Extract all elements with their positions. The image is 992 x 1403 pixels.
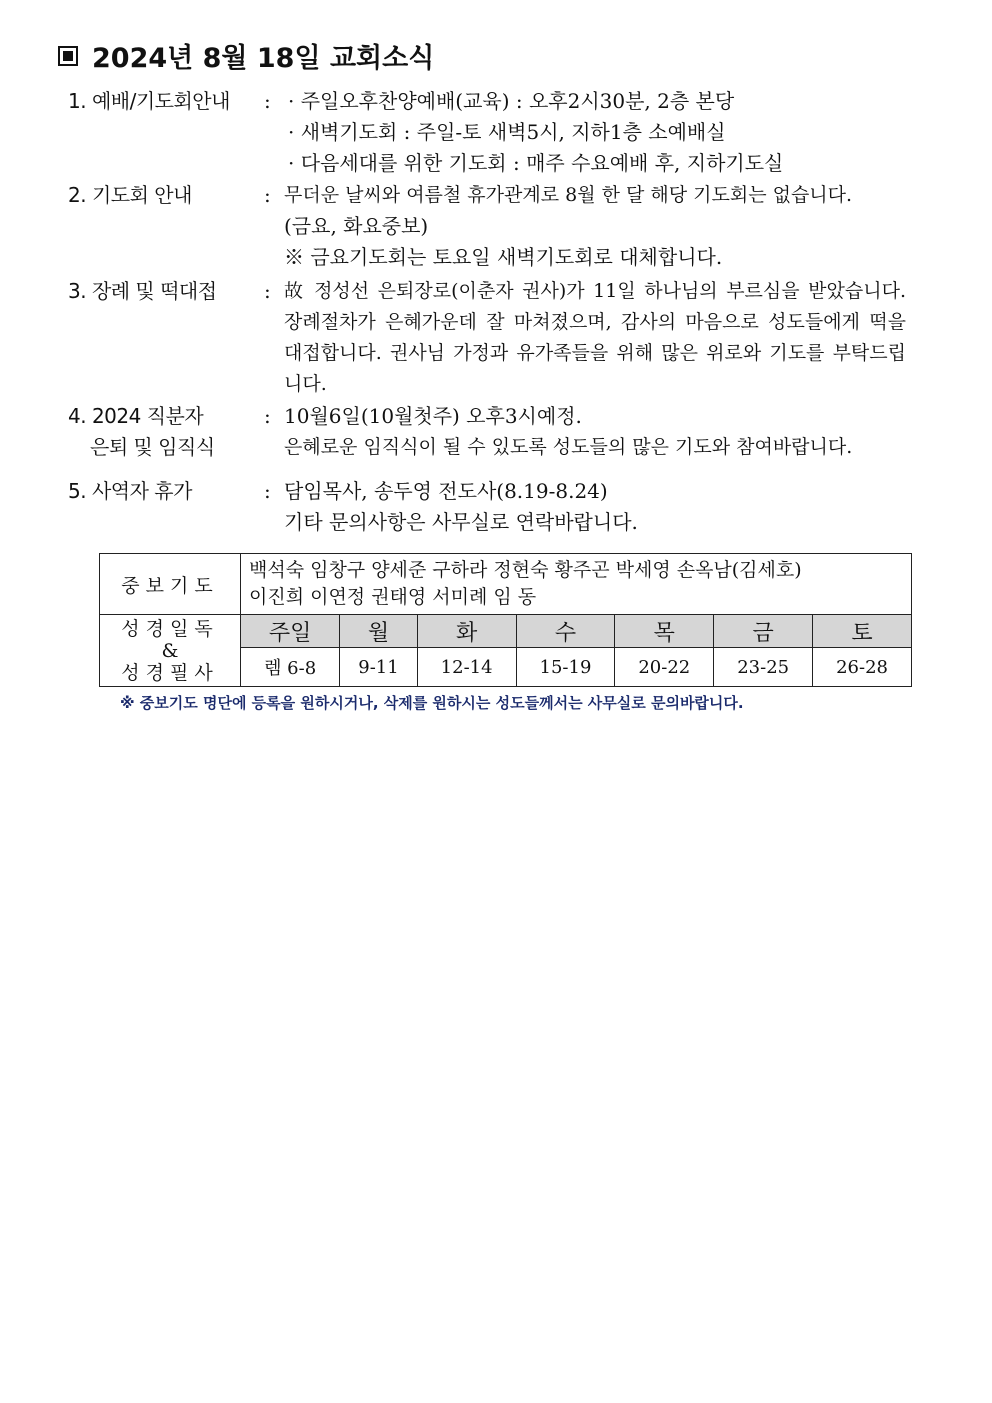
section-line: · 주일오후찬양예배(교육) : 오후2시30분, 2층 본당 bbox=[288, 89, 735, 113]
chapter-cell: 렘 6-8 bbox=[241, 648, 340, 687]
section-staff-vacation bbox=[68, 476, 918, 538]
section-prayer-meeting bbox=[68, 180, 918, 273]
prayer-names-line: 백석숙 임창구 양세준 구하라 정현숙 황주곤 박세영 손옥남(김세호) bbox=[249, 559, 802, 581]
section-line: 10월6일(10월첫주) 오후3시예정. bbox=[284, 404, 582, 428]
day-header: 토 bbox=[813, 615, 912, 648]
chapter-cell: 26-28 bbox=[813, 648, 912, 687]
colon: : bbox=[264, 89, 271, 113]
page-title-text: 2024년 8월 18일 교회소식 bbox=[92, 43, 435, 74]
section-line: 무더운 날씨와 여름철 휴가관계로 8월 한 달 해당 기도회는 없습니다. bbox=[284, 184, 853, 206]
section-heading: 3. 장례 및 떡대접 bbox=[68, 279, 217, 303]
section-line: 담임목사, 송두영 전도사(8.19-8.24) bbox=[284, 479, 608, 503]
day-header: 수 bbox=[516, 615, 615, 648]
day-header: 화 bbox=[417, 615, 516, 648]
day-header: 월 bbox=[340, 615, 417, 648]
table-row bbox=[100, 554, 912, 615]
bible-reading-label bbox=[100, 615, 241, 687]
day-header: 목 bbox=[615, 615, 714, 648]
prayer-label: 중보기도 bbox=[100, 554, 241, 615]
section-line: · 다음세대를 위한 기도회 : 매주 수요예배 후, 지하기도실 bbox=[288, 151, 784, 175]
colon: : bbox=[264, 279, 271, 303]
bible-label-line: 성경일독 bbox=[121, 617, 219, 640]
section-heading bbox=[68, 401, 268, 463]
colon: : bbox=[264, 183, 271, 207]
colon: : bbox=[264, 404, 271, 428]
chapter-cell: 20-22 bbox=[615, 648, 714, 687]
section-text: 故 정성선 은퇴장로(이춘자 권사)가 11일 하나님의 부르심을 받았습니다. 장례절차가 은혜가운데 잘 마쳐졌으며, 감사의 마음으로 성도들에게 떡을 대접합니다. 권사님 가정과 유가족들을 위해 많은 위로와 기도를 부탁드립니다. bbox=[284, 280, 906, 395]
section-funeral bbox=[68, 276, 918, 400]
section-heading: 1. 예배/기도회안내 bbox=[68, 89, 230, 113]
section-ordination bbox=[68, 401, 918, 463]
section-line: 은혜로운 임직식이 될 수 있도록 성도들의 많은 기도와 참여바랍니다. bbox=[284, 436, 853, 458]
chapter-cell: 15-19 bbox=[516, 648, 615, 687]
prayer-names bbox=[241, 554, 912, 615]
bible-label-amp: & bbox=[161, 639, 179, 662]
day-header: 금 bbox=[714, 615, 813, 648]
chapter-cell: 9-11 bbox=[340, 648, 417, 687]
chapter-cell: 23-25 bbox=[714, 648, 813, 687]
section-line: 기타 문의사항은 사무실로 연락바랍니다. bbox=[284, 510, 638, 534]
colon: : bbox=[264, 479, 271, 503]
page-title bbox=[58, 36, 434, 75]
chapter-cell: 12-14 bbox=[417, 648, 516, 687]
footer-note: ※ 중보기도 명단에 등록을 원하시거나, 삭제를 원하시는 성도들께서는 사무실로 문의바랍니다. bbox=[120, 694, 744, 712]
section-line: (금요, 화요중보) bbox=[284, 214, 429, 238]
section-heading: 5. 사역자 휴가 bbox=[68, 479, 192, 503]
section-heading-line: 은퇴 및 임직식 bbox=[90, 435, 215, 459]
prayer-and-bible-table bbox=[99, 553, 912, 687]
square-bullet-icon bbox=[58, 46, 78, 66]
bible-label-line: 성경필사 bbox=[121, 661, 219, 684]
day-header: 주일 bbox=[241, 615, 340, 648]
section-heading-line: 4. 2024 직분자 bbox=[68, 404, 204, 428]
section-worship bbox=[68, 86, 918, 179]
section-line: ※ 금요기도회는 토요일 새벽기도회로 대체합니다. bbox=[284, 245, 723, 269]
prayer-names-line: 이진희 이연정 권태영 서미례 임 동 bbox=[249, 586, 537, 608]
section-heading: 2. 기도회 안내 bbox=[68, 183, 192, 207]
section-line: · 새벽기도회 : 주일-토 새벽5시, 지하1층 소예배실 bbox=[288, 120, 726, 144]
table-row bbox=[100, 615, 912, 648]
